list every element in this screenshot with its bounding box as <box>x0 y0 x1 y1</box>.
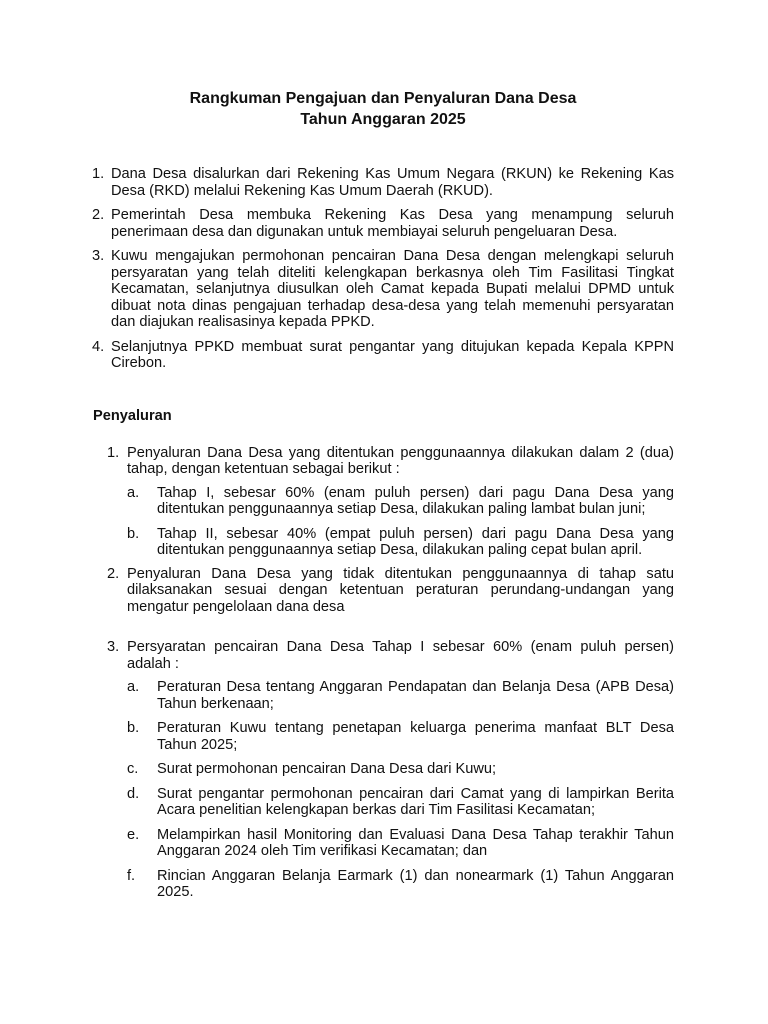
penyaluran-item <box>92 639 674 901</box>
intro-item-number: 1. <box>92 166 105 182</box>
intro-item <box>92 339 674 372</box>
sub-item-text: Surat pengantar permohonan pencairan dari Camat yang di lampirkan Berita Acara penelitian kelengkapan berkas dari Tim Fasilitasi Kecamatan; <box>157 785 674 818</box>
section-heading-penyaluran: Penyaluran <box>93 407 172 424</box>
penyaluran-item <box>92 445 674 559</box>
penyaluran-item-text: Penyaluran Dana Desa yang ditentukan penggunaannya dilakukan dalam 2 (dua) tahap, dengan ketentuan sebagai berikut : <box>127 444 674 477</box>
penyaluran-item-text: Penyaluran Dana Desa yang tidak ditentukan penggunaannya di tahap satu dilaksanakan sesuai dengan ketentuan peraturan perundang-undangan yang mengatur pengelolaan dana desa <box>127 565 674 615</box>
sub-item-text: Tahap II, sebesar 40% (empat puluh persen) dari pagu Dana Desa yang ditentukan penggunaannya setiap Desa, dilakukan paling cepat bulan april. <box>157 525 674 558</box>
sub-item-letter: a. <box>127 484 140 501</box>
sub-item-letter: d. <box>127 785 140 802</box>
sub-item <box>127 761 674 778</box>
penyaluran-list <box>92 445 674 901</box>
sub-item <box>127 720 674 753</box>
intro-item-number: 3. <box>92 248 105 264</box>
intro-item <box>92 207 674 240</box>
sub-item-letter: b. <box>127 720 140 736</box>
title-line-2: Tahun Anggaran 2025 <box>300 111 466 128</box>
sub-item-text: Peraturan Kuwu tentang penetapan keluarga penerima manfaat BLT Desa Tahun 2025; <box>157 720 674 753</box>
sub-item <box>127 868 674 901</box>
sub-item <box>127 526 674 559</box>
sub-item-text: Tahap I, sebesar 60% (enam puluh persen) dari pagu Dana Desa yang ditentukan penggunaannya setiap Desa, dilakukan paling lambat bulan juni; <box>157 484 674 517</box>
intro-item-text: Selanjutnya PPKD membuat surat pengantar yang ditujukan kepada Kepala KPPN Cirebon. <box>111 338 674 371</box>
penyaluran-item-text: Persyaratan pencairan Dana Desa Tahap I sebesar 60% (enam puluh persen) adalah : <box>127 639 674 672</box>
intro-item-number: 4. <box>92 338 105 355</box>
intro-item-text: Pemerintah Desa membuka Rekening Kas Desa yang menampung seluruh penerimaan desa dan digunakan untuk membiayai seluruh pengeluaran Desa. <box>111 207 674 240</box>
penyaluran-item <box>92 566 674 616</box>
sub-item-text: Melampirkan hasil Monitoring dan Evaluasi Dana Desa Tahap terakhir Tahun Anggaran 2024 oleh Tim verifikasi Kecamatan; dan <box>157 826 674 859</box>
sub-item-letter: c. <box>127 761 139 777</box>
penyaluran-item-number: 2. <box>107 565 120 582</box>
title-line-1: Rangkuman Pengajuan dan Penyaluran Dana Desa <box>189 90 577 107</box>
sub-item-text: Rincian Anggaran Belanja Earmark (1) dan nonearmark (1) Tahun Anggaran 2025. <box>157 867 674 900</box>
intro-item-text: Dana Desa disalurkan dari Rekening Kas Umum Negara (RKUN) ke Rekening Kas Desa (RKD) melalui Rekening Kas Umum Daerah (RKUD). <box>111 166 674 199</box>
sub-item-letter: b. <box>127 525 140 542</box>
sub-item <box>127 485 674 518</box>
sub-item-letter: e. <box>127 826 140 843</box>
penyaluran-sub-list <box>127 485 674 559</box>
intro-item-text: Kuwu mengajukan permohonan pencairan Dana Desa dengan melengkapi seluruh persyaratan yang telah diteliti kelengkapan berkasnya oleh Tim Fasilitasi Tingkat Kecamatan, selanjutnya diusulkan oleh Camat kepada Bupati melalui DPMD untuk dibuat nota dinas pengajuan terhadap desa-desa yang telah memenuhi persyaratan dan diajukan realisasinya kepada PPKD. <box>111 248 674 330</box>
sub-item-text: Surat permohonan pencairan Dana Desa dari Kuwu; <box>157 761 497 777</box>
sub-item <box>127 786 674 819</box>
sub-item <box>127 827 674 860</box>
persyaratan-sub-list <box>127 679 674 901</box>
intro-list <box>92 166 674 372</box>
sub-item <box>127 679 674 712</box>
penyaluran-item-number: 3. <box>107 639 120 655</box>
intro-item <box>92 248 674 331</box>
penyaluran-item-number: 1. <box>107 444 120 461</box>
intro-item-number: 2. <box>92 207 105 223</box>
sub-item-letter: a. <box>127 679 140 695</box>
document-title <box>92 88 674 130</box>
intro-item <box>92 166 674 199</box>
sub-item-letter: f. <box>127 867 136 884</box>
sub-item-text: Peraturan Desa tentang Anggaran Pendapatan dan Belanja Desa (APB Desa) Tahun berkenaan; <box>157 679 674 712</box>
